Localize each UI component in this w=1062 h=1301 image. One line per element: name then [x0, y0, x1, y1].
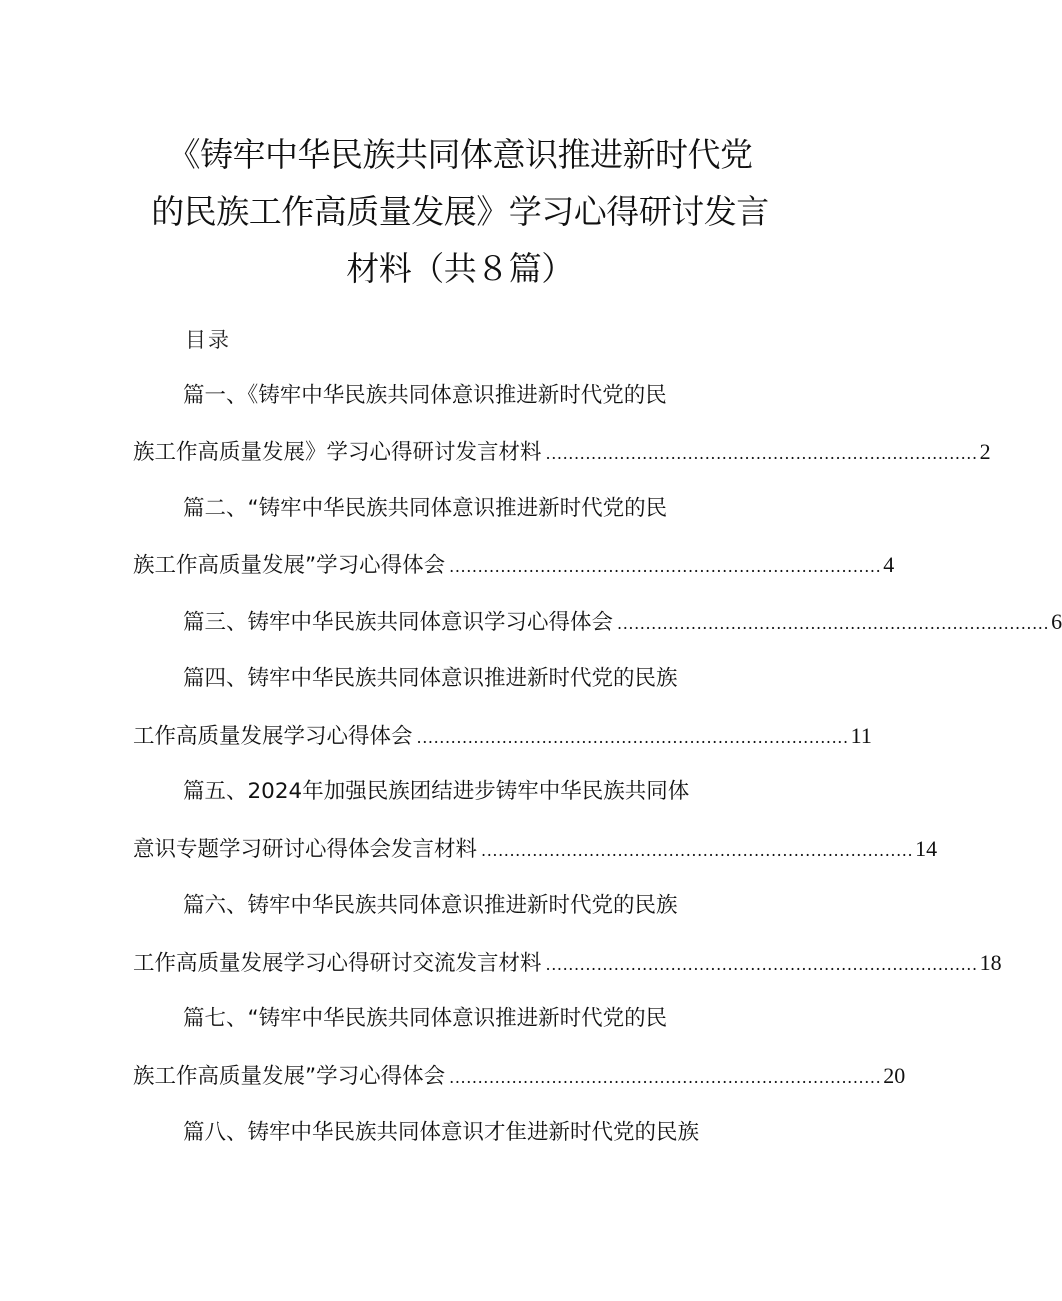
title-line: 的民族工作高质量发展》学习心得研讨发言: [151, 192, 769, 231]
toc-leader-dots: ............................................................................: [481, 841, 914, 860]
title-line: 材料（共８篇）: [346, 249, 574, 288]
toc-entry-1-line-1[interactable]: 篇一、《铸牢中华民族共同体意识推进新时代党的民: [183, 383, 667, 408]
toc-leader-dots: ............................................................................: [545, 955, 978, 974]
toc-entry-7-line-2[interactable]: [133, 1059, 906, 1095]
toc-entry-2-line-1[interactable]: 篇二、“铸牢中华民族共同体意识推进新时代党的民: [183, 496, 668, 521]
document-title: [0, 126, 920, 297]
toc-leader-dots: ............................................................................: [545, 444, 978, 463]
toc-entry-6-line-2[interactable]: [133, 946, 1002, 982]
toc-page-number: 2: [979, 439, 991, 464]
toc-page-number: 18: [979, 950, 1002, 975]
toc-entry-text: 意识专题学习研讨心得体会发言材料: [133, 837, 478, 862]
toc-entry-4-line-2[interactable]: [133, 719, 872, 755]
toc-entry-5-line-1[interactable]: 篇五、2024年加强民族团结进步铸牢中华民族共同体: [183, 779, 690, 804]
toc-entry-5-line-2[interactable]: [133, 832, 938, 868]
toc-page-number: 14: [915, 836, 938, 861]
title-line: 《铸牢中华民族共同体意识推进新时代党: [167, 135, 753, 174]
toc-entry-4-line-1[interactable]: 篇四、铸牢中华民族共同体意识推进新时代党的民族: [183, 666, 678, 691]
toc-entry-text: 工作高质量发展学习心得研讨交流发言材料: [133, 951, 542, 976]
toc-leader-dots: ............................................................................: [449, 557, 882, 576]
toc-entry-text: 族工作高质量发展》学习心得研讨发言材料: [133, 440, 542, 465]
toc-entry-8-line-1[interactable]: 篇八、铸牢中华民族共同体意识才隹进新时代党的民族: [183, 1120, 700, 1145]
toc-entry-7-line-1[interactable]: 篇七、“铸牢中华民族共同体意识推进新时代党的民: [183, 1006, 668, 1031]
toc-leader-dots: ............................................................................: [416, 728, 849, 747]
toc-entry-text: 族工作高质量发展”学习心得体会: [133, 553, 446, 578]
toc-entry-1-line-2[interactable]: [133, 435, 991, 471]
toc-page-number: 6: [1051, 609, 1062, 634]
toc-page-number: 11: [850, 723, 872, 748]
toc-entry-3[interactable]: [183, 605, 1062, 641]
toc-entry-2-line-2[interactable]: [133, 548, 895, 584]
toc-page-number: 4: [883, 552, 895, 577]
toc-leader-dots: ............................................................................: [449, 1068, 882, 1087]
toc-entry-text: 工作高质量发展学习心得体会: [133, 724, 413, 749]
toc-entry-text: 篇三、铸牢中华民族共同体意识学习心得体会: [183, 610, 614, 635]
toc-leader-dots: ............................................................................: [617, 614, 1050, 633]
toc-entry-6-line-1[interactable]: 篇六、铸牢中华民族共同体意识推进新时代党的民族: [183, 893, 678, 918]
toc-page-number: 20: [883, 1063, 906, 1088]
toc-heading: 目录: [185, 328, 231, 352]
toc-entry-text: 族工作高质量发展”学习心得体会: [133, 1064, 446, 1089]
